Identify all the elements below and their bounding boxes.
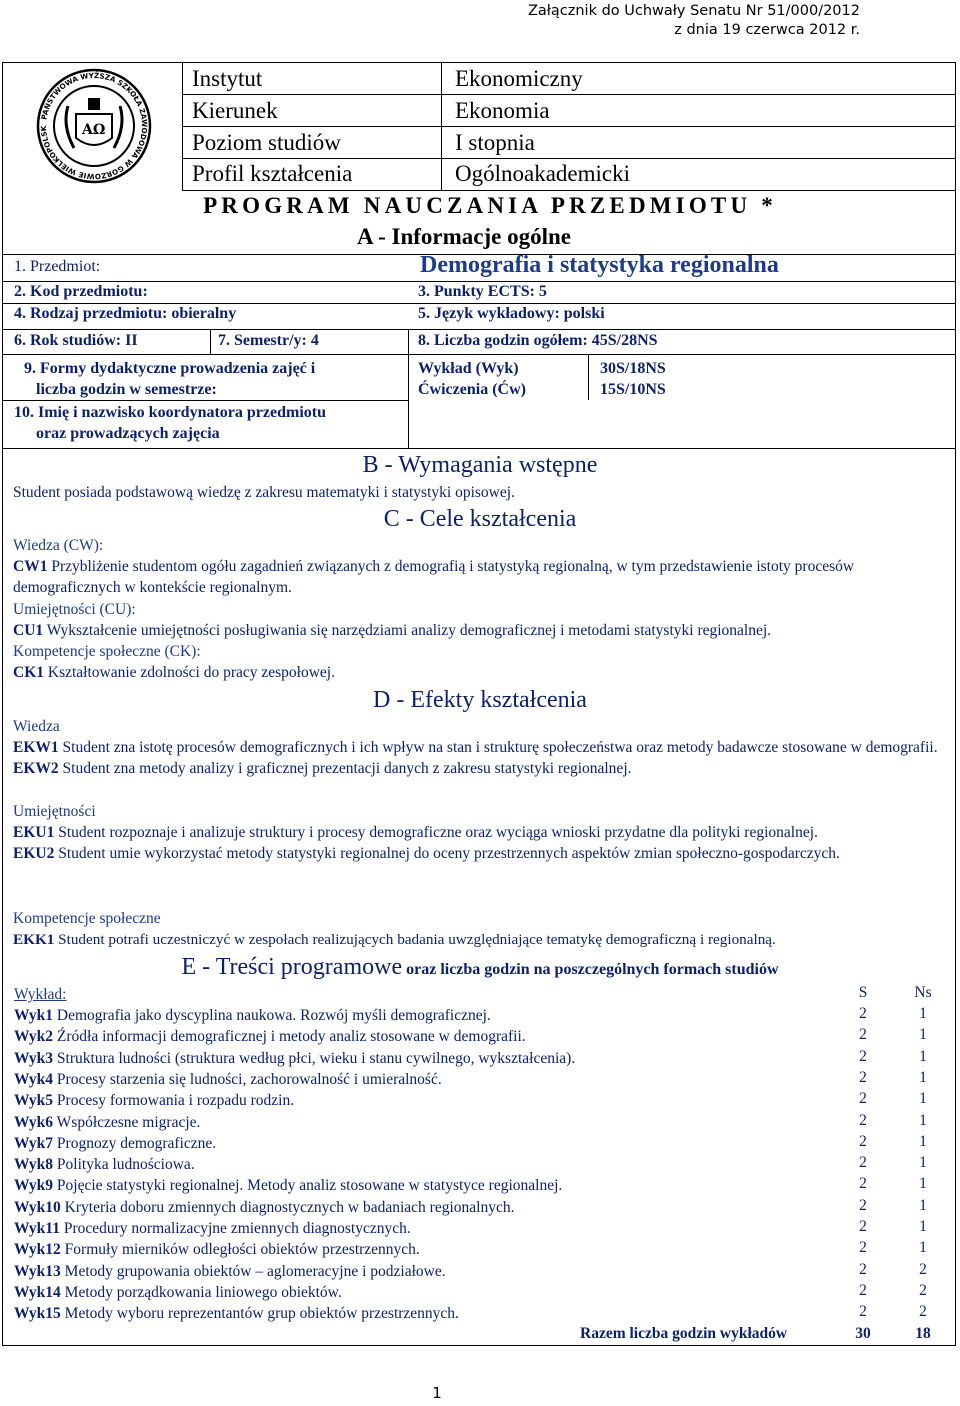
lecture-code: Wyk2 — [14, 1028, 54, 1046]
info-label-level: Poziom studiów — [192, 130, 341, 155]
lecture-code: Wyk7 — [14, 1134, 54, 1152]
lecture-text: Kryteria doboru zmiennych diagnostycznych w badaniach regionalnych. — [64, 1198, 515, 1216]
lecture-code: Wyk15 — [14, 1305, 61, 1323]
lecture-text: Metody porządkowania liniowego obiektów. — [64, 1283, 342, 1301]
goal-code-cw1: CW1 — [13, 558, 48, 575]
section-e-title-main: E - Treści programowe — [181, 954, 403, 980]
lecture-hours-s: 2 — [859, 1154, 867, 1172]
goal-text-cw1: Przybliżenie studentom ogółu zagadnień związanych z demografią i statystyką regionalną, w tym przedstawienie istoty procesów demograficznych w kontekście regionalnym. — [13, 558, 855, 596]
lecture-row — [14, 1048, 814, 1069]
section-e-title — [0, 954, 960, 981]
lecture-hours-s: 2 — [859, 1175, 867, 1193]
lecture-row — [14, 1154, 814, 1175]
attachment-note-line: Załącznik do Uchwały Senatu Nr 51/000/2012 — [527, 3, 860, 19]
lecture-code: Wyk4 — [14, 1070, 54, 1088]
info-value-field: Ekonomia — [455, 98, 550, 123]
section-b-title: B - Wymagania wstępne — [362, 452, 598, 478]
lecture-code: Wyk13 — [14, 1262, 61, 1280]
svg-text:AΩ: AΩ — [82, 122, 106, 138]
lecture-hours-s: 2 — [859, 1281, 867, 1299]
subject-label: 1. Przedmiot: — [14, 258, 101, 275]
outcome-code-eku1: EKU1 — [13, 824, 55, 841]
lecture-row — [14, 1026, 814, 1047]
lecture-hours-ns: 1 — [919, 1090, 927, 1108]
lecture-text: Polityka ludnościowa. — [56, 1156, 195, 1174]
info-label-institute: Instytut — [192, 66, 263, 91]
outcomes-competences — [13, 908, 946, 950]
lecture-code: Wyk12 — [14, 1241, 61, 1259]
goal-code-cu1: CU1 — [13, 622, 44, 639]
lecture-hours-s: 2 — [859, 1260, 867, 1278]
outcome-text-ekw2: Student zna metody analizy i graficznej prezentacji danych z zakresu statystyki regionalnej. — [62, 760, 632, 777]
seal-icon — [24, 66, 164, 186]
lecture-text: Metody grupowania obiektów – aglomeracyjne i podziałowe. — [64, 1262, 446, 1280]
goal-head-competences: Kompetencje społeczne (CK): — [13, 643, 201, 660]
lecture-hours-ns: 1 — [919, 1175, 927, 1193]
goal-head-skills: Umiejętności (CU): — [13, 601, 136, 618]
lecture-code: Wyk3 — [14, 1049, 54, 1067]
forms-hours — [600, 358, 666, 400]
form-exercises: Ćwiczenia (Ćw) — [418, 381, 526, 398]
outcome-code-ekw2: EKW2 — [13, 760, 59, 777]
field-year: 6. Rok studiów: II — [14, 332, 138, 349]
lecture-row — [14, 1303, 814, 1324]
goal-head-knowledge: Wiedza (CW): — [13, 537, 104, 554]
goal-text-cu1: Wykształcenie umiejętności posługiwania się narzędziami analizy demograficznej i metodami statystyki regionalnej. — [46, 622, 772, 639]
outcome-text-eku2: Student umie wykorzystać metody statystyki regionalnej do oceny przestrzennych aspektów zmian społeczno-gospodarczych. — [58, 845, 840, 862]
outcomes-knowledge — [13, 716, 946, 779]
lecture-hours-ns: 1 — [919, 1026, 927, 1044]
lecture-hours-s: 2 — [859, 1239, 867, 1257]
lecture-text: Procesy starzenia się ludności, zachorowalność i umieralność. — [56, 1070, 442, 1088]
goal-code-ck1: CK1 — [13, 664, 44, 681]
svg-text:PAŃSTWOWA WYŻSZA SZKOŁA ZAWODO: PAŃSTWOWA WYŻSZA SZKOŁA ZAWODOWA W GORZOWIE WIELKOPOLSK — [38, 70, 150, 182]
lecture-code: Wyk5 — [14, 1092, 54, 1110]
field-semester: 7. Semestr/y: 4 — [218, 332, 319, 349]
total-s: 30 — [855, 1325, 871, 1342]
lecture-text: Procesy formowania i rozpadu rodzin. — [56, 1092, 295, 1110]
field-type: 4. Rodzaj przedmiotu: obieralny — [14, 305, 237, 322]
total-ns: 18 — [915, 1325, 931, 1342]
lecture-head: Wykład: — [14, 986, 67, 1003]
lecture-code: Wyk11 — [14, 1220, 60, 1237]
lecture-hours-ns: 1 — [919, 1196, 927, 1214]
lecture-row — [14, 1197, 814, 1218]
outcome-text-ekk1: Student potrafi uczestniczyć w zespołach realizujących badania uwzględniające tematykę demograficzną i regionalną. — [58, 931, 776, 948]
section-e-title-sub: oraz liczba godzin na poszczególnych formach studiów — [406, 961, 779, 978]
col-head-ns: Ns — [914, 984, 932, 1001]
outcome-text-eku1: Student rozpoznaje i analizuje struktury i procesy demograficzne oraz wyciąga wnioski przydatne dla polityki regionalnej. — [58, 824, 818, 841]
lecture-row — [14, 1261, 814, 1282]
university-seal — [24, 66, 164, 186]
field-code: 2. Kod przedmiotu: — [14, 283, 148, 300]
outcomes-skills — [13, 801, 946, 864]
lecture-hours-s: 2 — [859, 1196, 867, 1214]
forms-list — [418, 358, 526, 400]
info-label-profile: Profil kształcenia — [192, 161, 353, 186]
lecture-row — [14, 1069, 814, 1090]
program-title: PROGRAM NAUCZANIA PRZEDMIOTU * — [203, 193, 777, 218]
lecture-code: Wyk1 — [14, 1007, 54, 1024]
lecture-row — [14, 1218, 814, 1239]
page-number: 1 — [432, 1384, 442, 1402]
lecture-hours-s: 2 — [859, 1005, 867, 1022]
lecture-row — [14, 1282, 814, 1303]
lecture-code: Wyk8 — [14, 1156, 54, 1174]
lecture-text: Pojęcie statystyki regionalnej. Metody analiz stosowane w statystyce regionalnej. — [56, 1177, 563, 1195]
lecture-hours-ns: 2 — [919, 1260, 927, 1278]
lecture-text: Procedury normalizacyjne zmiennych diagnostycznych. — [63, 1220, 411, 1237]
lecture-hours-s: 2 — [859, 1111, 867, 1129]
coordinator-label-line1: 10. Imię i nazwisko koordynatora przedmiotu — [14, 404, 326, 421]
goal-text-ck1: Kształtowanie zdolności do pracy zespołowej. — [47, 664, 335, 681]
field-ects: 3. Punkty ECTS: 5 — [418, 283, 547, 300]
lecture-text: Współczesne migracje. — [56, 1113, 201, 1131]
lecture-hours-s: 2 — [859, 1068, 867, 1086]
lecture-text: Metody wyboru reprezentantów grup obiektów przestrzennych. — [64, 1305, 459, 1323]
section-a-title: A - Informacje ogólne — [357, 224, 571, 249]
lecture-text: Prognozy demograficzne. — [56, 1134, 217, 1152]
lecture-code: Wyk6 — [14, 1113, 54, 1131]
lecture-hours-ns: 2 — [919, 1303, 927, 1321]
lecture-hours-ns: 1 — [919, 1111, 927, 1129]
outcome-head-skills: Umiejętności — [13, 803, 96, 820]
forms-label — [24, 358, 315, 400]
lecture-text: Źródła informacji demograficznej i metody analiz stosowane w demografii. — [56, 1028, 526, 1046]
outcome-text-ekw1: Student zna istotę procesów demograficznych i ich wpływ na stan i strukturę społeczeństwa oraz metody badawcze stosowane w demografii. — [62, 739, 938, 756]
lecture-hours-s: 2 — [859, 1026, 867, 1044]
outcome-code-ekk1: EKK1 — [13, 931, 55, 948]
section-d-title: D - Efekty kształcenia — [373, 687, 587, 713]
lecture-text: Formuły mierników odległości obiektów przestrzennych. — [64, 1241, 420, 1259]
forms-label-line1: 9. Formy dydaktyczne prowadzenia zajęć i — [24, 360, 316, 377]
outcome-head-competences: Kompetencje społeczne — [13, 910, 161, 927]
lecture-hours-s: 2 — [859, 1218, 867, 1235]
lecture-hours-ns: 1 — [919, 1005, 927, 1022]
goal-group-knowledge — [13, 535, 946, 598]
lecture-code: Wyk10 — [14, 1198, 61, 1216]
section-c-title: C - Cele kształcenia — [383, 506, 577, 532]
goal-group-competences — [13, 641, 946, 683]
outcome-code-ekw1: EKW1 — [13, 739, 59, 756]
lecture-row — [14, 1239, 814, 1260]
coordinator-label-line2: oraz prowadzących zajęcia — [36, 425, 220, 442]
form-lecture-hours: 30S/18NS — [600, 360, 666, 377]
coordinator-label — [14, 402, 326, 444]
lecture-hours-ns: 1 — [919, 1218, 927, 1235]
col-head-s: S — [858, 984, 868, 1001]
lecture-row — [14, 1112, 814, 1133]
section-b-text: Student posiada podstawową wiedzę z zakresu matematyki i statystyki opisowej. — [13, 484, 515, 501]
lecture-row — [14, 1175, 814, 1196]
lecture-hours-ns: 1 — [919, 1154, 927, 1172]
field-language: 5. Język wykładowy: polski — [418, 305, 605, 322]
lecture-hours-s: 2 — [859, 1132, 867, 1150]
lecture-hours-s: 2 — [859, 1303, 867, 1321]
info-value-level: I stopnia — [455, 130, 535, 155]
total-label: Razem liczba godzin wykładów — [580, 1325, 788, 1342]
attachment-note — [528, 2, 860, 40]
info-value-institute: Ekonomiczny — [455, 66, 583, 91]
goal-group-skills — [13, 599, 946, 641]
info-value-profile: Ogólnoakademicki — [455, 161, 631, 186]
lecture-text: Demografia jako dyscyplina naukowa. Rozwój myśli demograficznej. — [56, 1007, 491, 1024]
outcome-code-eku2: EKU2 — [13, 845, 55, 862]
lecture-text: Struktura ludności (struktura według płci, wieku i stanu cywilnego, wykształcenia). — [56, 1049, 576, 1067]
info-label-field: Kierunek — [192, 98, 278, 123]
lecture-row — [14, 1133, 814, 1154]
forms-label-line2: liczba godzin w semestrze: — [36, 381, 217, 398]
form-exercises-hours: 15S/10NS — [600, 381, 666, 398]
lecture-hours-ns: 1 — [919, 1047, 927, 1065]
lecture-hours-s: 2 — [859, 1047, 867, 1065]
form-lecture: Wykład (Wyk) — [418, 360, 519, 377]
lecture-hours-ns: 1 — [919, 1239, 927, 1257]
lecture-row — [14, 1090, 814, 1111]
subject-title: Demografia i statystyka regionalna — [420, 252, 779, 278]
lecture-row — [14, 1005, 814, 1026]
lecture-hours-s: 2 — [859, 1090, 867, 1108]
field-hours: 8. Liczba godzin ogółem: 45S/28NS — [418, 332, 658, 349]
outcome-head-knowledge: Wiedza — [13, 718, 60, 735]
lecture-hours-ns: 2 — [919, 1281, 927, 1299]
lecture-hours-ns: 1 — [919, 1132, 927, 1150]
lecture-code: Wyk14 — [14, 1283, 61, 1301]
lecture-hours-ns: 1 — [919, 1068, 927, 1086]
lecture-code: Wyk9 — [14, 1177, 54, 1195]
attachment-note-date: z dnia 19 czerwca 2012 r. — [674, 22, 860, 38]
